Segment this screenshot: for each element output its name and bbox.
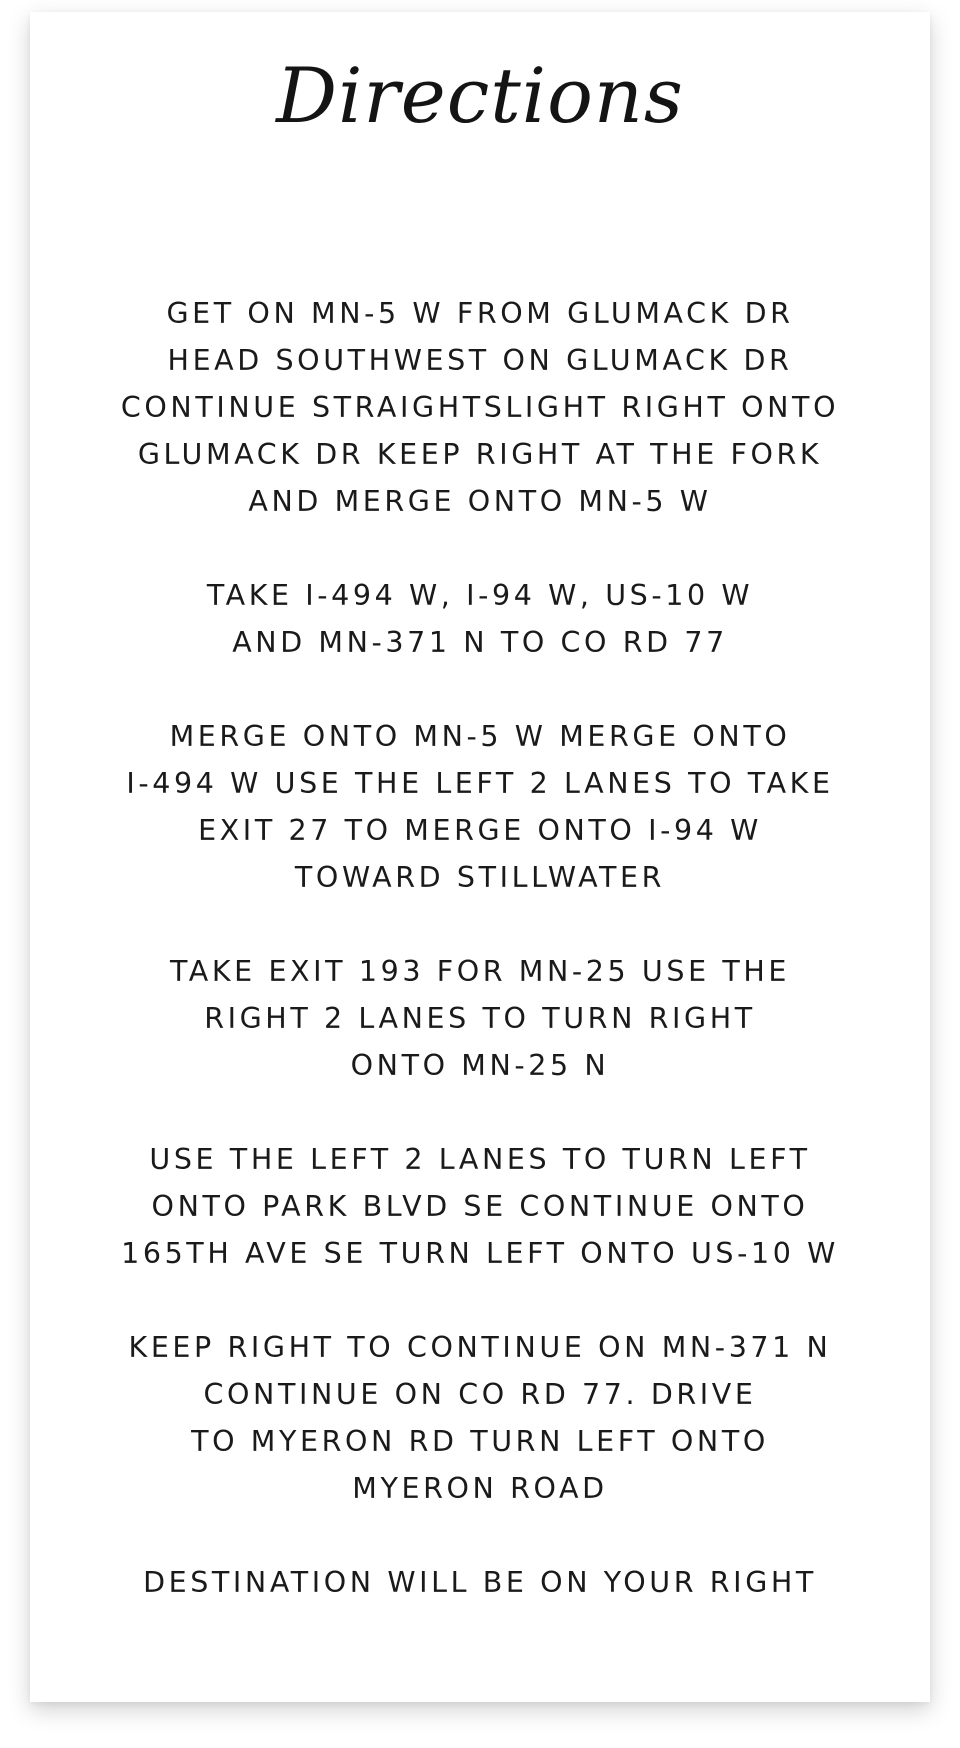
page-title: Directions — [276, 51, 684, 140]
direction-line: AND MERGE ONTO MN-5 W — [248, 485, 712, 518]
direction-line: MYERON ROAD — [352, 1472, 608, 1505]
direction-line: I-494 W USE THE LEFT 2 LANES TO TAKE — [126, 767, 834, 800]
direction-line: EXIT 27 TO MERGE ONTO I-94 W — [198, 814, 762, 847]
direction-line: ONTO MN-25 N — [350, 1049, 610, 1082]
direction-paragraph-5 — [70, 1136, 890, 1277]
direction-line: TO MYERON RD TURN LEFT ONTO — [191, 1425, 769, 1458]
direction-line: HEAD SOUTHWEST ON GLUMACK DR — [167, 344, 793, 377]
direction-line: ONTO PARK BLVD SE CONTINUE ONTO — [151, 1190, 809, 1223]
direction-line: MERGE ONTO MN-5 W MERGE ONTO — [169, 720, 791, 753]
direction-line: RIGHT 2 LANES TO TURN RIGHT — [204, 1002, 756, 1035]
direction-line: DESTINATION WILL BE ON YOUR RIGHT — [143, 1566, 817, 1599]
direction-line: TOWARD STILLWATER — [294, 861, 666, 894]
direction-line: 165TH AVE SE TURN LEFT ONTO US-10 W — [121, 1237, 839, 1270]
direction-line: KEEP RIGHT TO CONTINUE ON MN-371 N — [128, 1331, 832, 1364]
direction-paragraph-1 — [70, 290, 890, 525]
directions-body — [70, 290, 890, 1606]
direction-line: GLUMACK DR KEEP RIGHT AT THE FORK — [137, 438, 823, 471]
direction-line: GET ON MN-5 W FROM GLUMACK DR — [166, 297, 794, 330]
directions-card — [30, 12, 930, 1702]
direction-paragraph-2 — [70, 572, 890, 666]
direction-paragraph-3 — [70, 713, 890, 901]
direction-line: USE THE LEFT 2 LANES TO TURN LEFT — [149, 1143, 811, 1176]
direction-paragraph-7 — [70, 1559, 890, 1606]
direction-paragraph-6 — [70, 1324, 890, 1512]
direction-line: CONTINUE ON CO RD 77. DRIVE — [203, 1378, 757, 1411]
direction-line: CONTINUE STRAIGHTSLIGHT RIGHT ONTO — [120, 391, 840, 424]
direction-line: AND MN-371 N TO CO RD 77 — [232, 626, 728, 659]
direction-line: TAKE EXIT 193 FOR MN-25 USE THE — [170, 955, 790, 988]
direction-line: TAKE I-494 W, I-94 W, US-10 W — [206, 579, 754, 612]
direction-paragraph-4 — [70, 948, 890, 1089]
